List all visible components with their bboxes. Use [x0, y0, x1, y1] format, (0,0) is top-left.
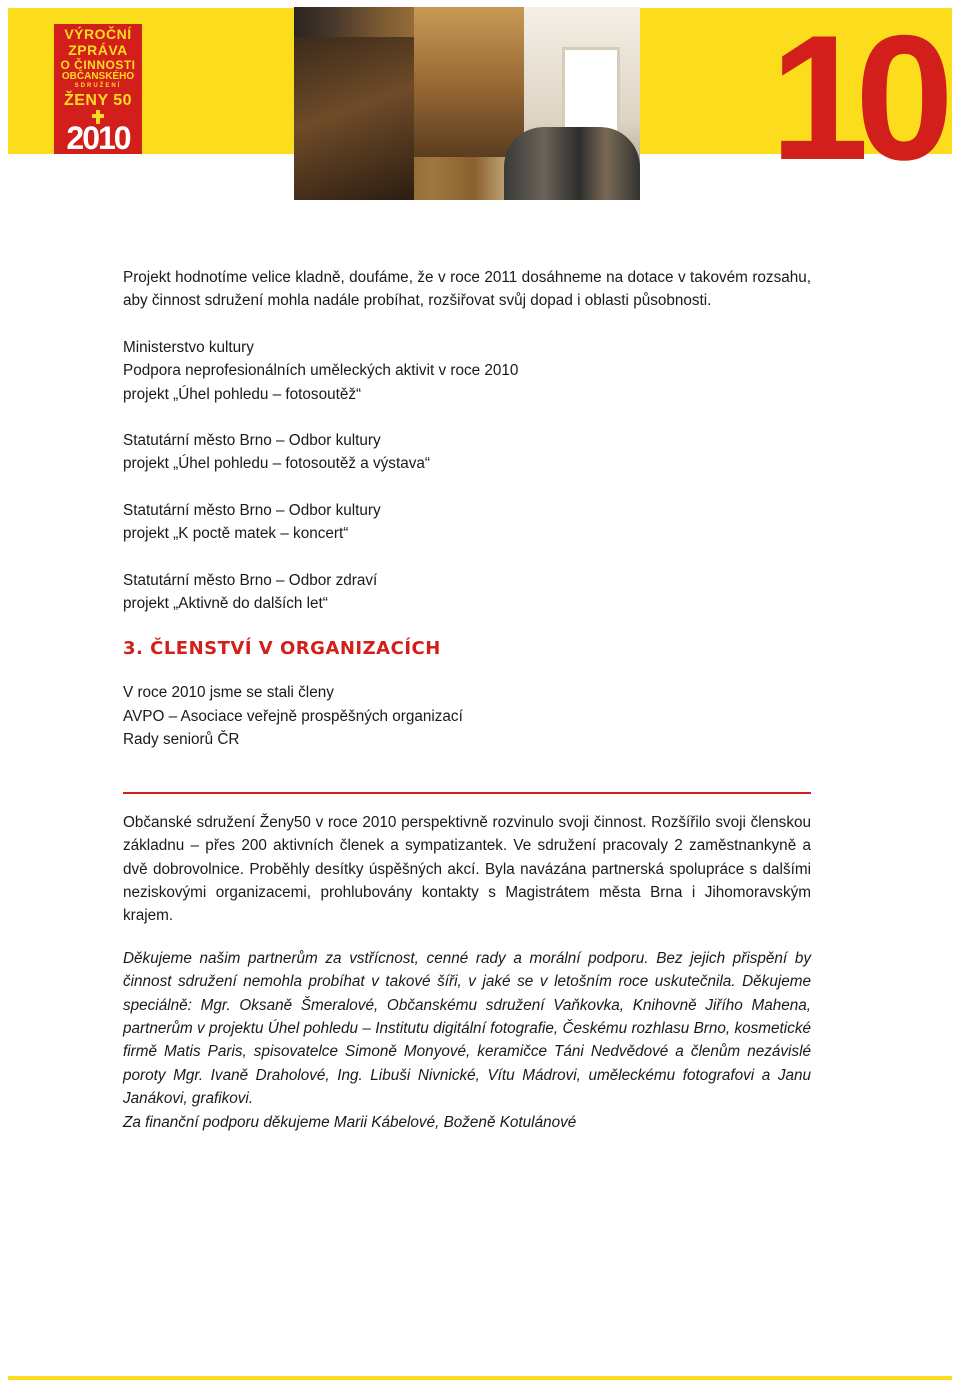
summary-paragraph: Občanské sdružení Ženy50 v roce 2010 perspektivně rozvinulo svoji činnost. Rozšířilo svoji členskou základnu – přes 200 aktivních členek a sympatizantek. Ve sdružení pracovaly 2 zaměstnankyně a dvě dobrovolnice. Proběhly desítky úspěšných akcí. Byla navázána partnerská spolupráce s dalšími neziskovými organizacemi, prohlubovány kontakty s Magistrátem města Brna i Jihomoravským krajem. — [123, 813, 811, 925]
grant-line: Podpora neprofesionálních uměleckých aktivit v roce 2010 — [123, 362, 519, 380]
logo-line-1: VÝROČNÍ — [64, 26, 132, 42]
photo-painting-left — [294, 37, 414, 200]
grant-block-3 — [123, 499, 811, 546]
thanks-finance-line: Za finanční podporu děkujeme Marii Kábelové, Boženě Kotulánové — [123, 1113, 577, 1131]
grant-block-1 — [123, 336, 811, 406]
membership-line: AVPO – Asociace veřejně prospěšných organizací — [123, 707, 463, 725]
grant-block-4 — [123, 569, 811, 616]
gallery-photo — [294, 7, 640, 200]
grant-line: projekt „K poctě matek – koncert“ — [123, 525, 349, 543]
logo-line-5: SDRUŽENÍ — [74, 83, 122, 89]
grant-line: Statutární město Brno – Odbor kultury — [123, 501, 381, 519]
membership-line: V roce 2010 jsme se stali členy — [123, 684, 334, 702]
grant-line: projekt „Úhel pohledu – fotosoutěž“ — [123, 385, 362, 403]
photo-painting-main — [414, 7, 524, 157]
grant-line: projekt „Úhel pohledu – fotosoutěž a výstava“ — [123, 455, 430, 473]
section-heading: 3. ČLENSTVÍ V ORGANIZACÍCH — [123, 638, 441, 660]
page-content — [123, 266, 811, 1134]
membership-line: Rady seniorů ČR — [123, 731, 240, 749]
photo-visitors — [504, 127, 640, 200]
logo-line-3: O ČINNOSTI — [60, 58, 136, 72]
membership-block — [123, 681, 811, 751]
page-number: 10 — [770, 0, 940, 197]
grant-line: Statutární město Brno – Odbor zdraví — [123, 571, 378, 589]
grant-line: projekt „Aktivně do dalších let“ — [123, 595, 328, 613]
footer-band — [8, 1376, 952, 1380]
logo-line-2: ZPRÁVA — [68, 42, 128, 58]
logo-line-6: ŽENY 50 — [63, 92, 133, 109]
logo-year: 2010 — [66, 120, 130, 154]
logo-line-4: OBČANSKÉHO — [61, 71, 135, 82]
grant-line: Statutární město Brno – Odbor kultury — [123, 432, 381, 450]
grant-line: Ministerstvo kultury — [123, 338, 254, 356]
thanks-paragraph: Děkujeme našim partnerům za vstřícnost, cenné rady a morální podporu. Bez jejich přispění by činnost sdružení nemohla probíhat v takové šíři, v jaké se v letošním roce uskutečnila. Děkujeme speciálně: Mgr. Oksaně Šmeralové, Občanskému sdružení Vaňkovka, Knihovně Jiřího Mahena, partnerům v projektu Úhel pohledu – Institutu digitální fotografie, Českému rozhlasu Brno, kosmetické firmě Matis Paris, spisovatelce Simoně Monyové, keramičce Táni Nedvědové a členům nezávislé poroty Mgr. Ivaně Draholové, Ing. Libuši Nivnické, Vítu Mádrovi, uměleckému fotografovi a Janu Janákovi, grafikovi. — [123, 949, 811, 1108]
annual-report-logo — [54, 24, 142, 154]
grant-block-2 — [123, 429, 811, 476]
intro-paragraph: Projekt hodnotíme velice kladně, doufáme, že v roce 2011 dosáhneme na dotace v takovém rozsahu, aby činnost sdružení mohla nadále probíhat, rozšiřovat svůj dopad i oblasti působnosti. — [123, 269, 811, 310]
